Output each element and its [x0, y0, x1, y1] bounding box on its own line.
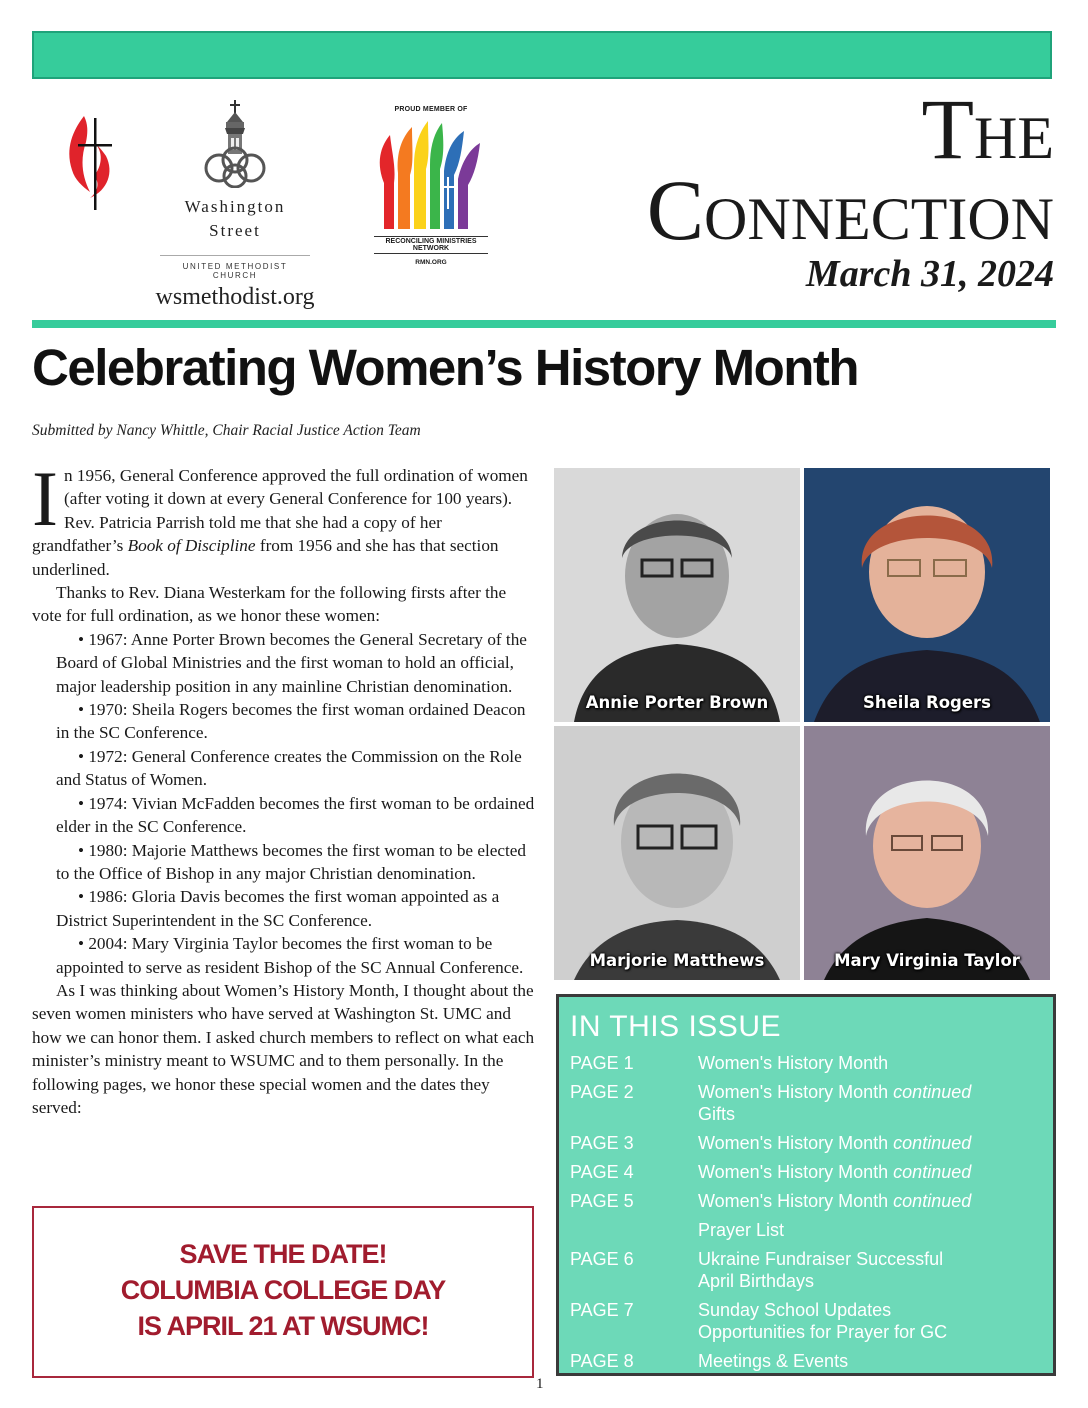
- issue-page-label: PAGE 3: [570, 1133, 634, 1153]
- issue-row[interactable]: [570, 1219, 1053, 1241]
- issue-row[interactable]: [570, 1132, 1053, 1154]
- save-the-date-line1: SAVE THE DATE!: [179, 1239, 387, 1269]
- issue-row[interactable]: [570, 1190, 1053, 1212]
- issue-page-label: [570, 1219, 698, 1241]
- list-item: • 1972: General Conference creates the Commission on the Role and Status of Women.: [56, 746, 522, 790]
- save-the-date-line2: COLUMBIA COLLEGE DAY: [120, 1275, 446, 1305]
- issue-page-label: PAGE 6: [570, 1249, 634, 1269]
- photo-marjorie-matthews: [554, 726, 800, 980]
- issue-topics: Women's History Month: [698, 1053, 889, 1073]
- rainbow-flame-icon: [374, 113, 488, 231]
- masthead-title-line1: The: [921, 81, 1054, 177]
- header-divider: [32, 320, 1056, 328]
- issue-topics: Women's History Month continued: [698, 1162, 972, 1182]
- save-the-date-box: [32, 1206, 534, 1378]
- masthead-title-line2: Connection: [646, 162, 1054, 258]
- issue-row[interactable]: [570, 1081, 1053, 1125]
- issue-page-label: PAGE 8: [570, 1351, 634, 1371]
- issue-page-label: PAGE 7: [570, 1300, 634, 1320]
- photo-caption: Marjorie Matthews: [589, 951, 765, 970]
- article-paragraph-3: As I was thinking about Women’s History Month, I thought about the seven women ministers who have served at Washington St. UMC and how we can honor them. I asked church members to reflect on what each minister’s ministry meant to WSUMC and to them personally. In the following pages, we honor these special women and the dates they served:: [32, 980, 535, 1117]
- washington-street-logo: [150, 100, 320, 310]
- umc-cross-flame-logo: [64, 112, 116, 212]
- photo-caption: Mary Virginia Taylor: [834, 951, 1020, 970]
- issue-page-label: PAGE 5: [570, 1191, 634, 1211]
- issue-row[interactable]: [570, 1299, 1053, 1343]
- issue-topics: Meetings & Events: [698, 1351, 849, 1371]
- rmn-logo: [374, 106, 488, 266]
- steeple-icon: [195, 100, 275, 188]
- list-item: • 1974: Vivian McFadden becomes the first woman to be ordained elder in the SC Conference.: [56, 793, 535, 837]
- issue-row[interactable]: [570, 1350, 1053, 1372]
- photo-caption: Annie Porter Brown: [585, 693, 769, 712]
- list-item: • 1967: Anne Porter Brown becomes the General Secretary of the Board of Global Ministries and the first woman to hold an official, major leadership position in any mainline Christian denomination.: [56, 629, 527, 696]
- issue-topics: Sunday School Updates Opportunities for Prayer for GC: [698, 1300, 948, 1342]
- church-name-line1: Washington: [184, 197, 286, 216]
- rmn-url[interactable]: RMN.ORG: [415, 259, 447, 266]
- list-item: • 1980: Majorie Matthews becomes the first woman to be elected to the Office of Bishop in any major Christian denomination.: [56, 840, 526, 883]
- issue-row[interactable]: [570, 1161, 1053, 1183]
- issue-topics: Women's History Month continued: [698, 1133, 972, 1153]
- issue-topics: Ukraine Fundraiser Successful April Birthdays: [698, 1249, 944, 1291]
- church-website[interactable]: wsmethodist.org: [155, 284, 315, 310]
- photo-caption: Sheila Rogers: [862, 693, 991, 712]
- in-this-issue-title: IN THIS ISSUE: [570, 1010, 781, 1043]
- save-the-date-line3: IS APRIL 21 AT WSUMC!: [137, 1311, 429, 1341]
- issue-row[interactable]: [570, 1248, 1053, 1292]
- issue-page-label: PAGE 4: [570, 1162, 634, 1182]
- drop-cap: I: [32, 455, 58, 542]
- issue-page-label: PAGE 2: [570, 1082, 634, 1102]
- list-item: • 1986: Gloria Davis becomes the first woman appointed as a District Superintendent in the SC Conference.: [56, 887, 500, 930]
- in-this-issue-box: [556, 994, 1056, 1376]
- article-paragraph-1: In 1956, General Conference approved the full ordination of women (after voting it down at every General Conference for 100 years). Rev. Patricia Parrish told me that she had a copy of her grandfather’s Book of Discipline from 1956 and she has that section underlined.: [32, 455, 528, 579]
- rmn-network-name: RECONCILING MINISTRIES NETWORK: [374, 236, 488, 254]
- page-number: 1: [536, 1376, 544, 1392]
- photo-sheila-rogers: [804, 468, 1050, 722]
- issue-row[interactable]: [570, 1052, 1053, 1074]
- issue-page-label: PAGE 1: [570, 1053, 634, 1073]
- article-paragraph-2: Thanks to Rev. Diana Westerkam for the following firsts after the vote for full ordination, as we honor these women:: [32, 583, 507, 626]
- top-color-band: [32, 31, 1052, 79]
- photo-annie-porter-brown: [554, 468, 800, 722]
- church-subtitle: UNITED METHODIST CHURCH: [160, 255, 310, 280]
- photo-mary-virginia-taylor: [804, 726, 1050, 980]
- issue-topics: Prayer List: [698, 1220, 785, 1240]
- article-byline: Submitted by Nancy Whittle, Chair Racial Justice Action Team: [32, 422, 421, 439]
- article-headline: Celebrating Women’s History Month: [32, 339, 859, 396]
- issue-topics: Women's History Month continued: [698, 1191, 972, 1211]
- photo-grid: [554, 468, 1052, 980]
- list-item: • 2004: Mary Virginia Taylor becomes the first woman to be appointed to serve as resident Bishop of the SC Annual Conference.: [56, 934, 524, 977]
- issue-topics: Women's History Month continued Gifts: [698, 1082, 972, 1124]
- masthead: [646, 81, 1054, 296]
- rmn-proud-member: PROUD MEMBER OF: [394, 106, 468, 113]
- church-name-line2: Street: [209, 221, 261, 240]
- book-title: Book of Discipline: [127, 536, 256, 556]
- article-body: [32, 455, 536, 1119]
- issue-date: March 31, 2024: [805, 253, 1054, 295]
- list-item: • 1970: Sheila Rogers becomes the first woman ordained Deacon in the SC Conference.: [56, 700, 526, 743]
